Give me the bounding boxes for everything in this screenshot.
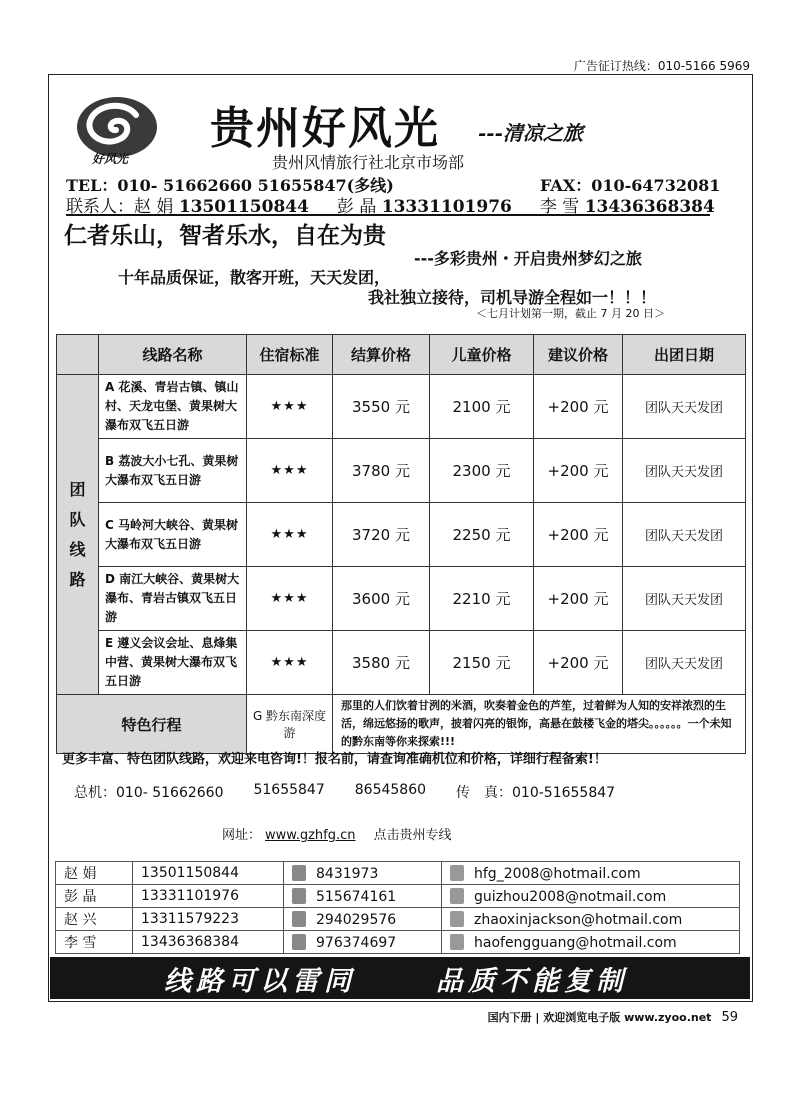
settle-price: 3600 元 [333, 567, 430, 631]
person-email[interactable]: zhaoxinjackson@hotmail.com [474, 911, 683, 928]
telephone-line: TEL：010- 51662660 51655847(多线) [66, 176, 394, 195]
plan-note: ＜七月计划第一期，截止 7 月 20 日＞ [476, 307, 665, 320]
settle-price: 3550 元 [333, 375, 430, 439]
person-phone: 13331101976 [133, 885, 284, 908]
person-phone: 13436368384 [133, 931, 284, 954]
column-header: 线路名称 [99, 335, 247, 375]
table-row [57, 567, 746, 631]
star-rating: ★★★ [247, 503, 333, 567]
feature-row [57, 695, 746, 754]
website-line: 网址： www.gzhfg.cn 点击贵州专线 [222, 828, 452, 843]
intro-line-1: 十年品质保证，散客开班，天天发团， [118, 268, 391, 287]
star-rating: ★★★ [247, 567, 333, 631]
email-icon [450, 888, 464, 904]
footer-text: 国内下册 | 欢迎浏览电子版 www.zyoo.net [487, 1011, 712, 1024]
slogan: 仁者乐山，智者乐水，自在为贵 [64, 223, 386, 249]
table-header-row [57, 335, 746, 375]
page-number: 59 [721, 1010, 738, 1025]
contacts-table [55, 861, 740, 954]
person-qq: 8431973 [316, 865, 379, 882]
contact-item: 联系人：赵 娟 13501150844 [66, 197, 309, 217]
route-name: B 荔波大小七孔、黄果树大瀑布双飞五日游 [99, 439, 247, 503]
table-row [56, 862, 740, 885]
person-name: 赵 娟 [56, 862, 133, 885]
child-price: 2300 元 [430, 439, 534, 503]
column-header: 出团日期 [623, 335, 746, 375]
person-name: 赵 兴 [56, 908, 133, 931]
child-price: 2250 元 [430, 503, 534, 567]
table-row [56, 908, 740, 931]
intro-line-2: 我社独立接待，司机导游全程如一！！！ [368, 288, 657, 307]
person-phone: 13311579223 [133, 908, 284, 931]
table-row [56, 885, 740, 908]
departure-dates: 团队天天发团 [623, 439, 746, 503]
departure-dates: 团队天天发团 [623, 375, 746, 439]
routes-table [56, 334, 746, 754]
page-subtitle: ---清凉之旅 [478, 121, 583, 145]
page-footer [488, 1009, 738, 1025]
star-rating: ★★★ [247, 375, 333, 439]
person-qq: 294029576 [316, 911, 397, 928]
suggested-price: +200 元 [534, 375, 623, 439]
child-price: 2150 元 [430, 631, 534, 695]
route-name: C 马岭河大峡谷、黄果树大瀑布双飞五日游 [99, 503, 247, 567]
person-qq: 976374697 [316, 934, 397, 951]
route-name: D 南江大峡谷、黄果树大瀑布、青岩古镇双飞五日游 [99, 567, 247, 631]
email-icon [450, 911, 464, 927]
feature-label: 特色行程 [57, 695, 247, 754]
email-icon [450, 934, 464, 950]
phone-3: 86545860 [354, 782, 427, 798]
fax-number: 传 真：010-51655847 [456, 785, 616, 801]
person-email[interactable]: hfg_2008@hotmail.com [474, 865, 641, 882]
suggested-price: +200 元 [534, 503, 623, 567]
phone-2: 51655847 [253, 782, 325, 798]
departure-dates: 团队天天发团 [623, 503, 746, 567]
qq-icon [292, 911, 306, 927]
person-name: 彭 晶 [56, 885, 133, 908]
suggested-price: +200 元 [534, 567, 623, 631]
table-row [56, 931, 740, 954]
child-price: 2210 元 [430, 567, 534, 631]
column-header: 建议价格 [534, 335, 623, 375]
table-row [57, 631, 746, 695]
quality-banner [50, 957, 750, 999]
person-qq: 515674161 [316, 888, 397, 905]
qq-icon [292, 934, 306, 950]
agency-name: 贵州风情旅行社北京市场部 [272, 153, 465, 172]
column-header: 住宿标准 [247, 335, 333, 375]
person-email[interactable]: haofengguang@hotmail.com [474, 934, 677, 951]
group-routes-label: 团 队 线 路 [57, 375, 99, 695]
person-name: 李 雪 [56, 931, 133, 954]
departure-dates: 团队天天发团 [623, 567, 746, 631]
column-header: 结算价格 [333, 335, 430, 375]
suggested-price: +200 元 [534, 631, 623, 695]
route-name: A 花溪、青岩古镇、镇山村、天龙屯堡、黄果树大瀑布双飞五日游 [99, 375, 247, 439]
suggested-price: +200 元 [534, 439, 623, 503]
email-icon [450, 865, 464, 881]
qq-icon [292, 865, 306, 881]
ad-hotline: 广告征订热线：010-5166 5969 [573, 59, 750, 73]
feature-desc-text: 那里的人们饮着甘洌的米酒，吹奏着金色的芦笙，过着鲜为人知的安祥浓烈的生活，绵远悠扬的歌声，披着闪亮的银饰，高悬在鼓楼飞金的塔尖。。。。。。一个未知的黔东南等你来探索!!! [341, 699, 732, 748]
feature-route: G 黔东南深度游 [247, 695, 333, 754]
person-phone: 13501150844 [133, 862, 284, 885]
contact-persons [66, 192, 715, 217]
main-phone: 总机：010- 51662660 [74, 785, 224, 801]
phone-numbers [74, 782, 615, 802]
table-row [57, 375, 746, 439]
settle-price: 3580 元 [333, 631, 430, 695]
child-price: 2100 元 [430, 375, 534, 439]
tagline: ---多彩贵州・开启贵州梦幻之旅 [414, 249, 642, 268]
contact-item: 李 雪 13436368384 [539, 197, 715, 217]
page-title: 贵州好风光 [210, 103, 440, 154]
settle-price: 3720 元 [333, 503, 430, 567]
feature-description [333, 695, 746, 754]
settle-price: 3780 元 [333, 439, 430, 503]
star-rating: ★★★ [247, 439, 333, 503]
table-row [57, 439, 746, 503]
more-routes-note: 更多丰富、特色团队线路，欢迎来电咨询!！报名前，请查询准确机位和价格，详细行程备索!！ [62, 752, 607, 767]
website-link[interactable]: www.gzhfg.cn [265, 828, 356, 843]
qq-icon [292, 888, 306, 904]
banner-right: 品质不能复制 [436, 965, 628, 997]
logo-caption: 好风光 [92, 152, 129, 166]
departure-dates: 团队天天发团 [623, 631, 746, 695]
route-name: E 遵义会议会址、息烽集中营、黄果树大瀑布双飞五日游 [99, 631, 247, 695]
contact-item: 彭 晶 13331101976 [336, 197, 512, 217]
column-header: 儿童价格 [430, 335, 534, 375]
table-row [57, 503, 746, 567]
star-rating: ★★★ [247, 631, 333, 695]
person-email[interactable]: guizhou2008@notmail.com [474, 888, 667, 905]
fax-line: FAX：010-64732081 [540, 176, 721, 195]
banner-left: 线路可以雷同 [164, 965, 356, 997]
